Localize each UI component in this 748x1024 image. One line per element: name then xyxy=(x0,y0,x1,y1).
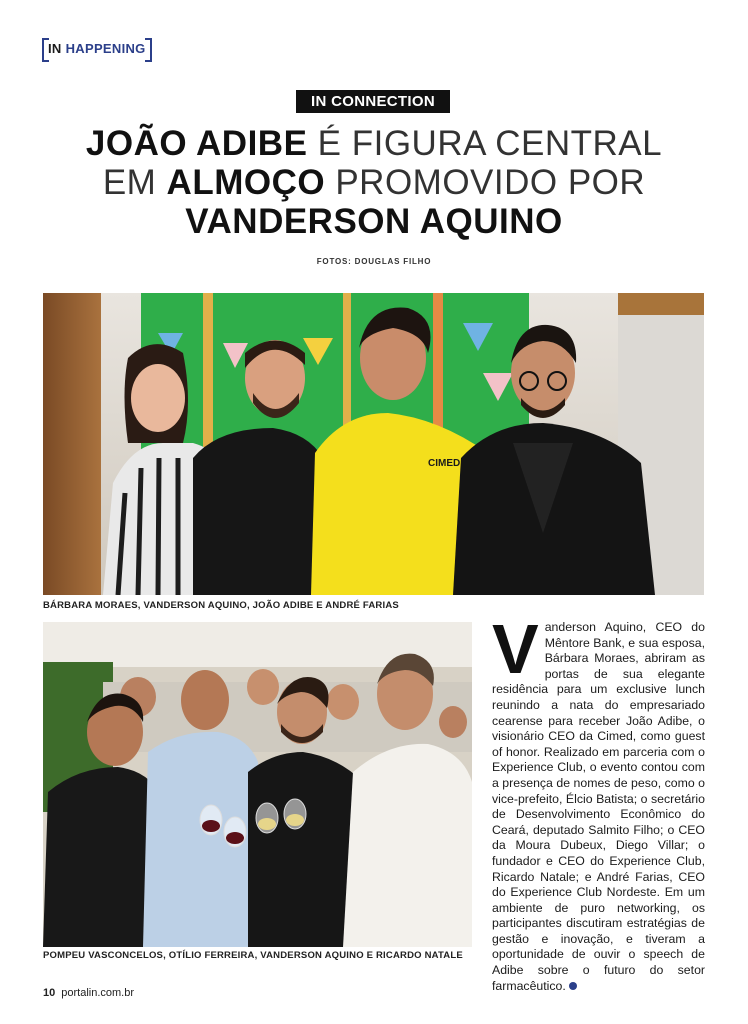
drop-cap: V xyxy=(492,610,539,688)
article-body xyxy=(492,610,705,994)
headline-line-2 xyxy=(40,163,708,202)
photo-group-2 xyxy=(43,622,472,947)
section-prefix: IN xyxy=(48,40,62,56)
shirt-logo: CIMED xyxy=(428,458,461,469)
headline-segment: PROMOVIDO POR xyxy=(325,163,646,202)
headline-segment: ALMOÇO xyxy=(166,163,326,202)
headline xyxy=(40,124,708,241)
headline-segment: VANDERSON AQUINO xyxy=(185,202,563,241)
page-number: 10 xyxy=(43,987,56,999)
photo-group-1 xyxy=(43,293,704,595)
headline-line-3 xyxy=(40,202,708,241)
headline-segment: É FIGURA CENTRAL xyxy=(307,124,663,163)
site-url[interactable]: portalin.com.br xyxy=(61,987,135,999)
page-footer xyxy=(43,987,134,999)
end-of-article-icon xyxy=(569,982,577,990)
section-name: HAPPENING xyxy=(65,40,146,56)
green-artwork xyxy=(141,293,529,453)
article-text: anderson Aquino, CEO do Mêntore Bank, e sua esposa, Bárbara Moraes, abriram as portas de sua elegante residência para um exclusive lunch reunindo a nata do empresariado cearense para receber João Adibe, o visionário CEO da Cimed, como guest of honor. Realizado em parceria com o Experience Club, o evento contou com a presença de nomes de peso, como o vice-prefeito, Élcio Batista; o secretário de Desenvolvimento Econômico do Ceará, deputado Salmito Filho; o CEO da Moura Dubeux, Diego Villar; o fundador e CEO do Experience Club, Ricardo Natale; e André Farias, CEO do Experience Club Nordeste. Em um ambiente de puro networking, os participantes discutiram estratégias de gestão e inovação, e tiveram a oportunidade de ouvir o speech de Adibe sobre o futuro do setor farmacêutico. xyxy=(492,620,705,993)
photo-group-1-illustration xyxy=(43,293,704,595)
photo-group-2-illustration xyxy=(43,622,472,947)
photo-credit: FOTOS: DOUGLAS FILHO xyxy=(316,257,432,266)
headline-segment: EM xyxy=(102,163,167,202)
photo-caption-1: BÁRBARA MORAES, VANDERSON AQUINO, JOÃO ADIBE E ANDRÉ FARIAS xyxy=(43,600,399,611)
photo-caption-2: POMPEU VASCONCELOS, OTÍLIO FERREIRA, VANDERSON AQUINO E RICARDO NATALE xyxy=(43,950,463,961)
headline-segment: JOÃO ADIBE xyxy=(85,124,308,163)
headline-line-1 xyxy=(40,124,708,163)
section-tag xyxy=(42,38,152,58)
kicker-label: IN CONNECTION xyxy=(296,90,450,113)
